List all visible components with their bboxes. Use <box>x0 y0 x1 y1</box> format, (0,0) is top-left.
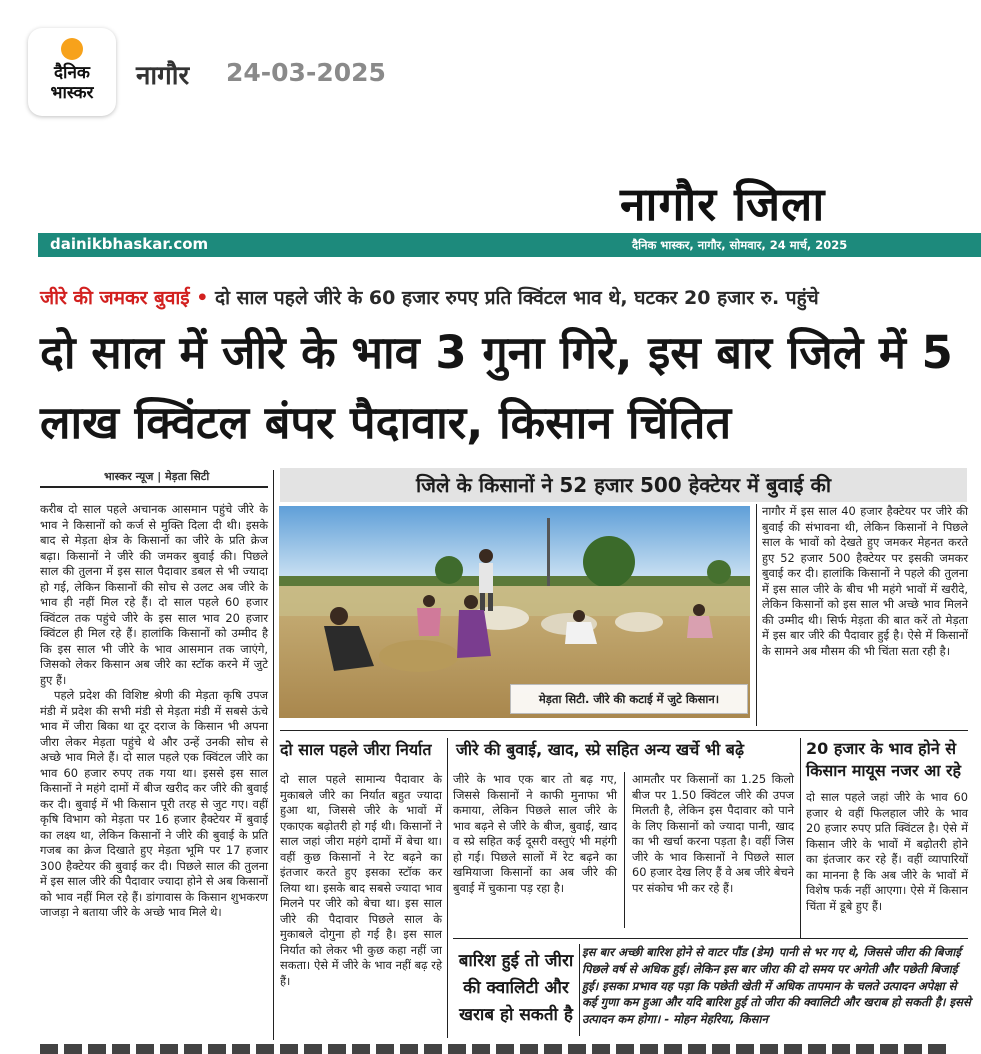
photo-caption: मेड़ता सिटी. जीरे की कटाई में जुटे किसान। <box>510 684 748 714</box>
right-column: नागौर में इस साल 40 हजार हैक्टेयर पर जीरे की बुवाई की संभावना थी, लेकिन किसानों ने पिछले साल के भावों को देखते हुए जमकर मेहनत करते हुए 52 हजार 500 हैक्टेयर पर इसकी जमकर बुवाई कर दी। हालांकि किसानों ने पहले की तुलना में इस साल जीरे के बीच भी महंगे भावों में खरीदे, लेकिन किसानों को इस साल भी अच्छे भाव मिलने की उम्मीद थी। सिर्फ मेड़ता की बात करें तो मेड़ता में इस बार जीरे की पैदावार हुई है। ऐसे में किसानों के सामने अब मौसम की भी चिंता सता रही है। <box>762 504 968 658</box>
farmer-quote: इस बार अच्छी बारिश होने से वाटर पौंड (डेम) पानी से भर गए थे, जिससे जीरा की बिजाई पिछले वर्ष से अधिक हुई। लेकिन इस बार जीरा की दो समय पर अगेती और पछेती बिजाई हुई। इसका प्रभाव यह पड़ा कि पछेती खेती में अधिक तापमान के चलते उत्पादन अपेक्षा से कई गुणा कम हुआ और यदि बारिश हुई तो जीरा की क्वालिटी और खराब हो सकती है। इससे उत्पादन कम होगा। - मोहन मेहरिया, किसान <box>582 945 971 1027</box>
logo-line1: दैनिक <box>54 63 90 83</box>
edition-city: नागौर <box>136 61 190 91</box>
column-divider <box>273 470 274 1040</box>
byline: भास्कर न्यूज | मेड़ता सिटी <box>104 470 210 483</box>
sun-icon <box>61 38 83 60</box>
column-divider <box>579 944 580 1036</box>
site-url: dainikbhaskar.com <box>50 235 209 253</box>
column-costs-a: जीरे के भाव एक बार तो बढ़ गए, जिससे किसानों ने काफी मुनाफा भी कमाया, लेकिन पिछले साल जीरे के भाव बढ़ने से जीरे के बीज, बुवाई, खाद व स्प्रे सहित कई दूसरी वस्तुएं भी महंगी हो गई। पिछले सालों में रेट बढ़ने का खमियाजा किसानों का अब जीरे की बुवाई में चुकाना पड़ रहा है। <box>453 772 617 895</box>
divider <box>40 486 268 488</box>
bullet-icon: • <box>196 287 209 309</box>
dainik-bhaskar-logo[interactable] <box>28 28 116 116</box>
column-divider <box>624 772 625 928</box>
divider <box>280 730 968 731</box>
rain-heading: बारिश हुई तो जीरा की क्वालिटी और खराब हो सकती है <box>458 951 574 1025</box>
edition-date: 24-03-2025 <box>226 58 386 87</box>
next-article-cutoff <box>40 1044 950 1054</box>
column-divider <box>447 738 448 1038</box>
kicker <box>40 284 819 310</box>
column-costs-b: आमतौर पर किसानों का 1.25 किलो बीज पर 1.50 क्विंटल जीरे की उपज मिलती है, लेकिन इस पैदावार को पाने के लिए किसानों को ज्यादा पानी, खाद का भी खर्चा करना पड़ता है। वहीं जिस जीरे के भाव किसानों ने पिछले साल 60 हजार देख लिए हैं वे अब जीरे बेचने पर संकोच भी कर रहे हैं। <box>632 772 794 895</box>
subhead-costs: जीरे की बुवाई, खाद, स्प्रे सहित अन्य खर्चे भी बढ़े <box>456 740 744 759</box>
kicker-subtitle: दो साल पहले जीरे के 60 हजार रुपए प्रति क्विंटल भाव थे, घटकर 20 हजार रु. पहुंचे <box>215 287 819 309</box>
paragraph: करीब दो साल पहले अचानक आसमान पहुंचे जीरे के भाव ने किसानों को कर्ज से मुक्ति दिला दी थी। इसके बाद से मेड़ता क्षेत्र के किसानों का जीरे के प्रति क्रेज बढ़ा। किसानों ने जीरे की जमकर बुवाई की। पिछले साल की तुलना में इस साल पैदावार डबल से भी ज्यादा हो गई, लेकिन किसानों की सोच से उलट अब जीरे के भाव ही नहीं मिल रहे हैं। दो साल पहले 60 हजार क्विंटल तक पहुंचे जीरे के इस साल भाव 20 हजार क्विंटल ही मिल रहे हैं। हालांकि किसानों को उम्मीद है कि इस साल भी जीरे के भाव आसमान तक जाएंगे, जिसको लेकर किसान अब जीरे का स्टॉक करने में जुटे हुए हैं। <box>40 502 268 687</box>
column-1 <box>40 502 268 921</box>
banner-heading: जिले के किसानों ने 52 हजार 500 हेक्टेयर में बुवाई की <box>415 473 831 497</box>
paragraph: पहले प्रदेश की विशिष्ट श्रेणी की मेड़ता कृषि उपज मंडी में प्रदेश की सभी मंडी से मेड़ता मंडी में सबसे ऊंचे भाव में जीरा बिका था दूर दराज के किसान भी अपना जीरा लेकर मेड़ता पहुंचे थे और उन्हें उनकी सोच से अच्छे भाव मिले हैं। दो साल पहले एक क्विंटल जीरे का भाव 60 हजार रुपए तक गया था। इससे इस साल किसानों ने महंगे दामों में बीज खरीद कर जीरे की बुवाई कर दी। बुवाई में भी किसान पूरी तरह से जुट गए। वहीं कृषि विभाग को मेड़ता पर 16 हजार हैक्टेयर में बुवाई का लक्ष्य था, लेकिन किसानों ने जीरे की बुवाई के प्रति गजब का क्रेज दिखाते हुए मेड़ता भूमि पर 17 हजार 300 हैक्टेयर की बुवाई कर दी। पिछले साल की तुलना में इस साल जीरे की पैदावार ज्यादा होने से अब किसानों को भाव नहीं मिल रहे हैं। डांगावास के किसान शुभकरण जाजड़ा ने बताया जीरे के अच्छे भाव मिले थे। <box>40 688 268 919</box>
column-divider <box>800 738 801 938</box>
subhead-price: 20 हजार के भाव होने से किसान मायूस नजर आ रहे <box>806 739 962 780</box>
main-headline: दो साल में जीरे के भाव 3 गुना गिरे, इस बार जिले में 5 लाख क्विंटल बंपर पैदावार, किसान चिंतित <box>40 326 953 449</box>
column-price: दो साल पहले जहां जीरे के भाव 60 हजार थे वहीं फिलहाल जीरे के भाव 20 हजार रुपए प्रति क्विंटल है। ऐसे में किसान जीरे के भावों में बढ़ोतरी होने का इंतजार कर रहे हैं। वहीं व्यापारियों का मानना है कि अब जीरे के भावों में विशेष फर्क नहीं आएगा। ऐसे में किसान चिंता में डूबे हुए हैं। <box>806 790 968 913</box>
divider <box>453 938 968 939</box>
logo-line2: भास्कर <box>50 83 94 103</box>
subhead-export: दो साल पहले जीरा निर्यात <box>280 740 432 759</box>
kicker-label: जीरे की जमकर बुवाई <box>40 287 190 309</box>
section-title: नागौर जिला <box>620 177 826 231</box>
column-divider <box>756 504 757 726</box>
column-export: दो साल पहले सामान्य पैदावार के मुकाबले जीरे का निर्यात बहुत ज्यादा हुआ था, जिससे जीरे के भावों में एकाएक बढ़ोतरी हो गई थी। किसानों ने साल जहां जीरा महंगे दामों में बेचा था। वहीं कुछ किसानों ने रेट बढ़ने का इंतजार करते हुए इसका स्टॉक कर लिया था। इसके बाद सबसे ज्यादा भाव मिलने पर जीरे को बेचा था। इस साल जीरे की पैदावार पिछले साल के मुकाबले दोगुना हो गई है। इस साल निर्यात को लेकर भी कुछ कहा नहीं जा सकता। ऐसे में जीरे के भाव नहीं बढ़ रहे हैं। <box>280 772 442 988</box>
masthead-date: दैनिक भास्कर, नागौर, सोमवार, 24 मार्च, 2025 <box>632 238 848 252</box>
